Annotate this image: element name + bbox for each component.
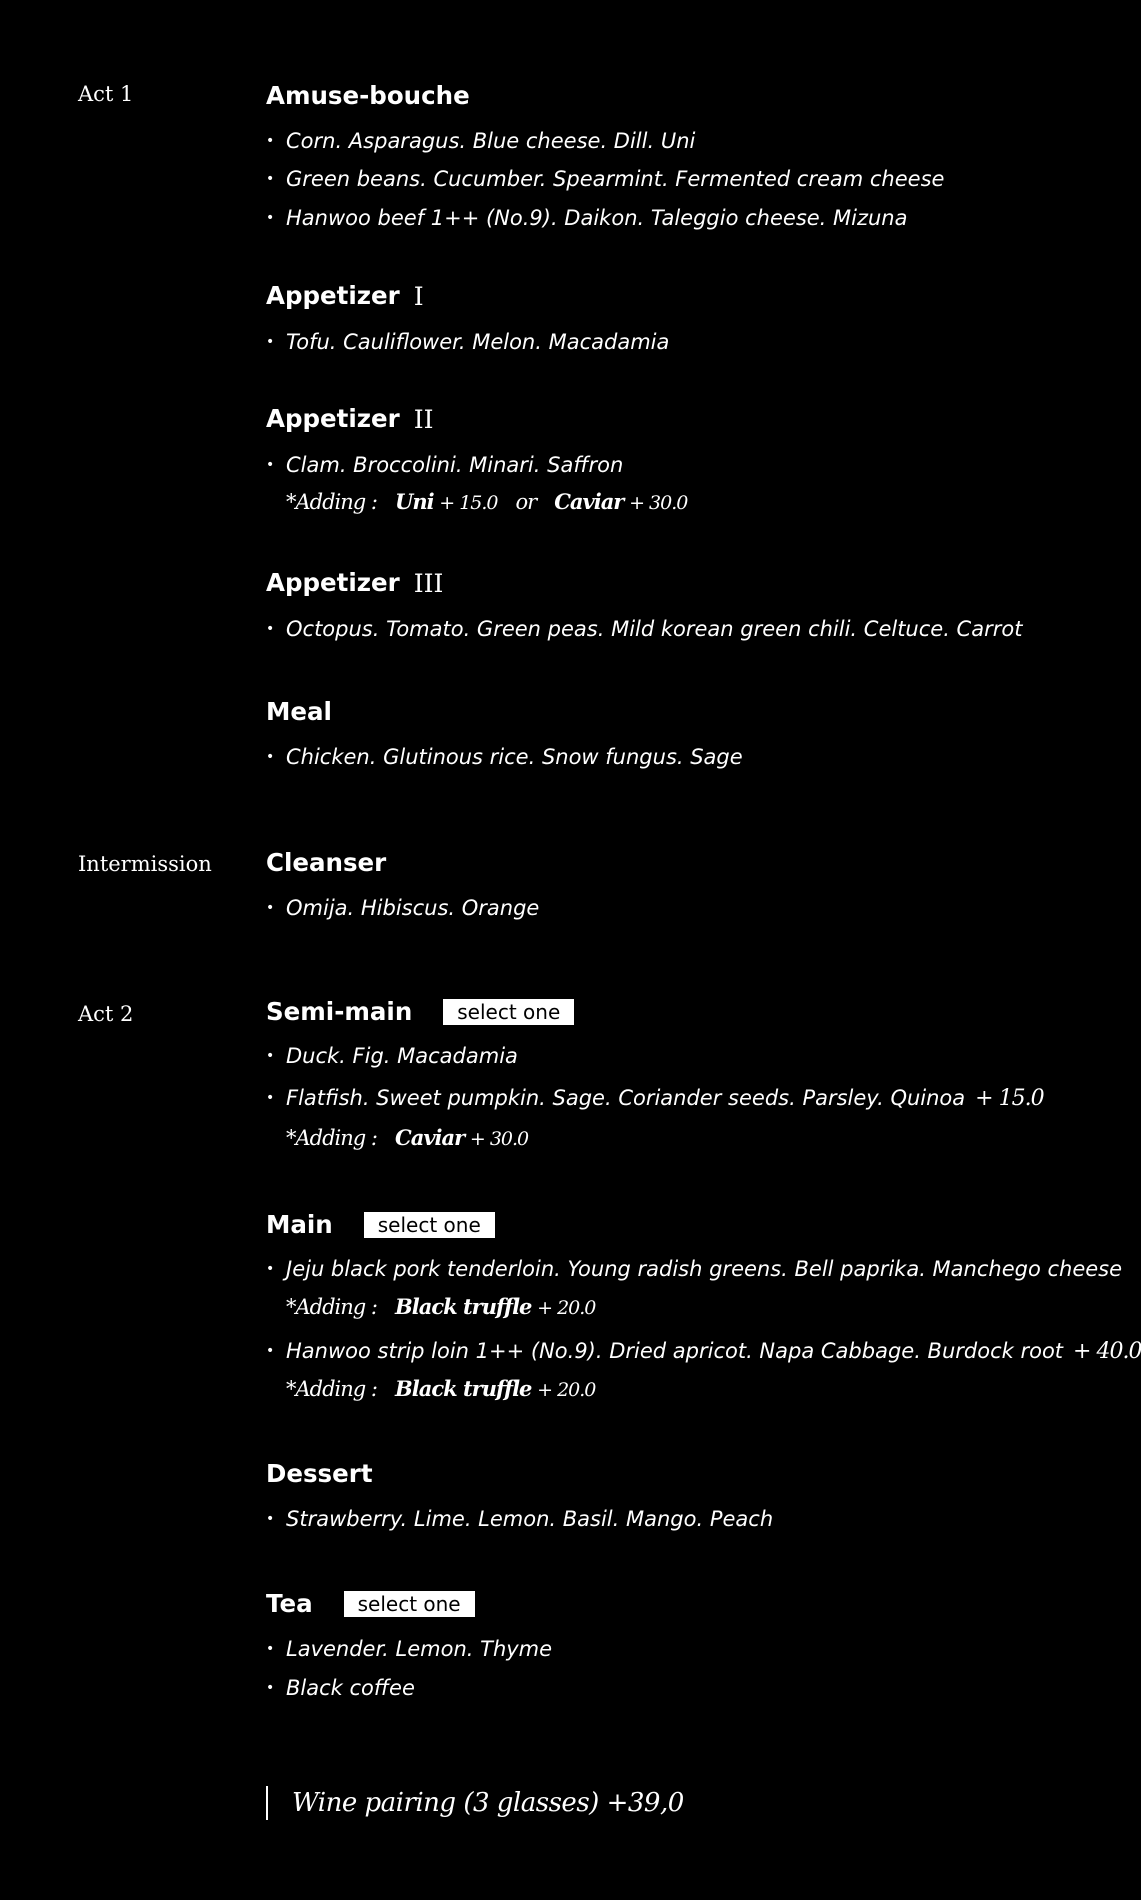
amuse-bouche-title: Amuse-bouche xyxy=(266,81,470,110)
bullet-icon: • xyxy=(266,133,275,149)
adding-label: *Adding : xyxy=(286,490,377,514)
semi-main-title: Semi-main xyxy=(266,996,413,1026)
adding-label: *Adding : xyxy=(286,1377,377,1401)
adding-price: + 30.0 xyxy=(629,492,688,514)
adding-option-line xyxy=(286,1296,595,1318)
tea-title: Tea xyxy=(266,1588,313,1618)
item-text: Omija. Hibiscus. Orange xyxy=(286,896,540,920)
menu-item xyxy=(266,169,944,190)
adding-option: Black truffle xyxy=(395,1376,532,1401)
bullet-icon: • xyxy=(266,457,275,473)
meal-title: Meal xyxy=(266,697,332,726)
intermission-label: Intermission xyxy=(78,852,212,876)
item-text: Clam. Broccolini. Minari. Saffron xyxy=(286,453,624,477)
bullet-icon: • xyxy=(266,621,275,637)
item-text: Jeju black pork tenderloin. Young radish greens. Bell paprika. Manchego cheese xyxy=(286,1257,1123,1281)
adding-option: Caviar xyxy=(554,489,624,514)
bullet-icon: • xyxy=(266,210,275,226)
menu-item xyxy=(266,1509,773,1530)
bullet-icon: • xyxy=(266,1641,275,1657)
item-text: Green beans. Cucumber. Spearmint. Fermented cream cheese xyxy=(286,167,945,191)
select-one-badge: select one xyxy=(364,1212,495,1238)
adding-price: + 30.0 xyxy=(469,1128,529,1150)
adding-price: + 20.0 xyxy=(537,1379,596,1401)
menu-item xyxy=(266,747,743,768)
item-surcharge: + 40.0 xyxy=(1073,1339,1141,1364)
appetizer-1-section xyxy=(266,281,424,311)
adding-label: *Adding : xyxy=(286,1295,377,1319)
dessert-title: Dessert xyxy=(266,1459,373,1488)
menu-item xyxy=(266,1639,552,1660)
appetizer-2-title: Appetizer xyxy=(266,404,400,434)
adding-option-line xyxy=(286,491,687,513)
roman-numeral: I xyxy=(413,282,424,311)
dessert-section xyxy=(266,1459,373,1488)
act-2-label: Act 2 xyxy=(78,1002,134,1026)
bullet-icon: • xyxy=(266,900,275,916)
main-section xyxy=(266,1209,495,1239)
adding-price: + 20.0 xyxy=(537,1297,596,1319)
bullet-icon: • xyxy=(266,1090,275,1106)
item-text: Duck. Fig. Macadamia xyxy=(286,1044,518,1068)
item-text: Lavender. Lemon. Thyme xyxy=(286,1637,553,1661)
adding-or: or xyxy=(515,490,537,514)
roman-numeral: III xyxy=(413,569,444,598)
bullet-icon: • xyxy=(266,1343,275,1359)
menu-item xyxy=(266,131,695,152)
roman-numeral: II xyxy=(413,405,434,434)
bullet-icon: • xyxy=(266,749,275,765)
menu-item xyxy=(266,1046,518,1067)
section-title xyxy=(266,81,470,110)
adding-option-line xyxy=(286,1127,528,1149)
menu-item xyxy=(266,455,623,476)
item-text: Hanwoo strip loin 1++ (No.9). Dried apricot. Napa Cabbage. Burdock root xyxy=(286,1339,1064,1363)
bullet-icon: • xyxy=(266,1680,275,1696)
item-text: Strawberry. Lime. Lemon. Basil. Mango. Peach xyxy=(286,1507,774,1531)
cleanser-section xyxy=(266,848,387,877)
item-text: Black coffee xyxy=(286,1676,415,1700)
adding-price: + 15.0 xyxy=(439,492,498,514)
item-surcharge: + 15.0 xyxy=(975,1086,1044,1111)
item-text: Hanwoo beef 1++ (No.9). Daikon. Taleggio cheese. Mizuna xyxy=(286,206,908,230)
adding-option: Black truffle xyxy=(395,1294,532,1319)
meal-section xyxy=(266,697,332,726)
bullet-icon: • xyxy=(266,334,275,350)
adding-option: Uni xyxy=(395,489,434,514)
item-text: Tofu. Cauliflower. Melon. Macadamia xyxy=(286,330,670,354)
act-1-label: Act 1 xyxy=(78,82,134,106)
wine-pairing: Wine pairing (3 glasses) +39,0 xyxy=(266,1786,684,1820)
main-title: Main xyxy=(266,1209,333,1239)
item-text: Chicken. Glutinous rice. Snow fungus. Sage xyxy=(286,745,743,769)
amuse-bouche-section xyxy=(266,81,470,110)
item-text: Corn. Asparagus. Blue cheese. Dill. Uni xyxy=(286,129,696,153)
menu-item xyxy=(266,898,539,919)
appetizer-1-title: Appetizer xyxy=(266,281,400,311)
bullet-icon: • xyxy=(266,1048,275,1064)
select-one-badge: select one xyxy=(344,1591,475,1617)
menu-item xyxy=(266,1088,1044,1110)
menu-item xyxy=(266,619,1022,640)
tea-section xyxy=(266,1588,475,1618)
bullet-icon: • xyxy=(266,1511,275,1527)
appetizer-2-section xyxy=(266,404,434,434)
bullet-icon: • xyxy=(266,171,275,187)
cleanser-title: Cleanser xyxy=(266,848,387,877)
adding-option: Caviar xyxy=(395,1125,465,1150)
semi-main-section xyxy=(266,996,574,1026)
menu-item xyxy=(266,1678,415,1699)
menu-item xyxy=(266,208,908,229)
item-text: Flatfish. Sweet pumpkin. Sage. Coriander seeds. Parsley. Quinoa xyxy=(286,1086,966,1110)
adding-option-line xyxy=(286,1378,595,1400)
adding-label: *Adding : xyxy=(286,1126,377,1150)
menu-item xyxy=(266,1259,1122,1280)
select-one-badge: select one xyxy=(443,999,574,1025)
bullet-icon: • xyxy=(266,1261,275,1277)
appetizer-3-section xyxy=(266,568,444,598)
item-text: Octopus. Tomato. Green peas. Mild korean green chili. Celtuce. Carrot xyxy=(286,617,1023,641)
menu-item xyxy=(266,1341,1141,1363)
menu-item xyxy=(266,332,669,353)
appetizer-3-title: Appetizer xyxy=(266,568,400,598)
